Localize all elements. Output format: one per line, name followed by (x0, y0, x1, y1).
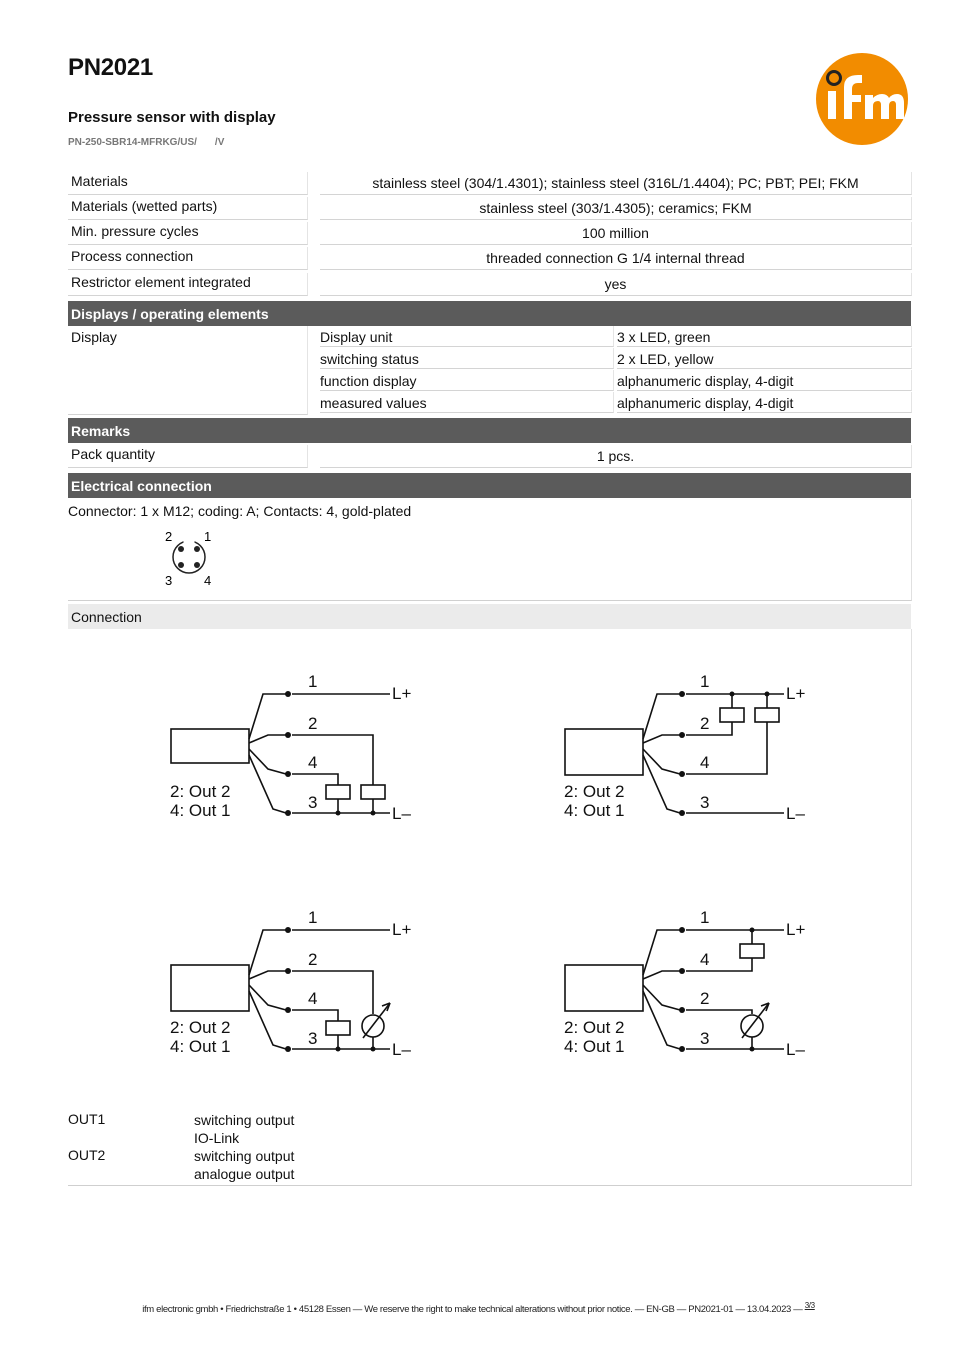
wire-label: 1 (700, 672, 710, 691)
pin-label: 3 (165, 573, 173, 588)
wire-label: 3 (700, 793, 710, 812)
spec-value: 1 pcs. (320, 445, 912, 468)
spec-label: Min. pressure cycles (68, 222, 308, 245)
display-item-value: 3 x LED, green (617, 326, 912, 347)
display-item (320, 392, 911, 413)
legend-value: switching output (194, 1148, 295, 1164)
spec-value: yes (320, 273, 912, 296)
out1-label: 4: Out 1 (564, 1037, 625, 1056)
l-plus-label: L+ (392, 920, 412, 939)
legend-values (194, 1111, 294, 1147)
section-connection: Connection (68, 604, 911, 629)
l-plus-label: L+ (392, 684, 412, 703)
legend-key: OUT1 (68, 1111, 106, 1127)
l-minus-label: L– (786, 1040, 805, 1059)
spec-value: threaded connection G 1/4 internal thread (320, 247, 912, 270)
wiring-diagram-1 (168, 669, 428, 829)
pin-label: 4 (204, 573, 212, 588)
wire-label: 3 (700, 1029, 710, 1048)
l-plus-label: L+ (786, 684, 806, 703)
display-item (320, 348, 911, 369)
wiring-diagram-2 (562, 669, 822, 829)
legend-values (194, 1147, 294, 1183)
connector-description: Connector: 1 x M12; coding: A; Contacts: 4, gold-plated (68, 503, 412, 519)
spec-row-materials (68, 172, 911, 195)
pin-label: 2 (165, 529, 173, 544)
spec-value: stainless steel (303/1.4305); ceramics; FKM (320, 197, 912, 220)
footer-text: ifm electronic gmbh • Friedrichstraße 1 • 45128 Essen — We reserve the right to make technical alterations without prior notice. — EN-GB — PN2021-01 — 13.04.2023 — (142, 1304, 803, 1316)
display-item-value: alphanumeric display, 4-digit (617, 370, 912, 391)
display-item-value: alphanumeric display, 4-digit (617, 392, 912, 413)
out2-label: 2: Out 2 (170, 1018, 231, 1037)
wiring-diagram-4 (562, 905, 822, 1065)
section-remarks: Remarks (68, 418, 911, 443)
legend-value: IO-Link (194, 1130, 240, 1146)
section-electrical: Electrical connection (68, 473, 911, 498)
display-item-key: Display unit (320, 326, 614, 347)
display-item-key: switching status (320, 348, 614, 369)
product-subtitle: Pressure sensor with display (68, 109, 276, 126)
l-minus-label: L– (392, 1040, 411, 1059)
section-displays: Displays / operating elements (68, 301, 911, 326)
spec-row-pack-quantity (68, 445, 911, 468)
spec-row-restrictor (68, 273, 911, 296)
article-number (68, 137, 224, 148)
connector-box (68, 499, 912, 601)
wire-label: 2 (308, 714, 318, 733)
spec-value: 100 million (320, 222, 912, 245)
page-number: 3/3 (804, 1301, 815, 1310)
display-item (320, 326, 911, 347)
ifm-logo (814, 51, 910, 147)
spec-row-wetted-materials (68, 197, 911, 220)
wiring-diagram-3 (168, 905, 428, 1065)
legend-value: switching output (194, 1112, 295, 1128)
out1-label: 4: Out 1 (170, 801, 231, 820)
spec-label: Pack quantity (68, 445, 308, 468)
display-item (320, 370, 911, 391)
spec-label: Process connection (68, 247, 308, 270)
out2-label: 2: Out 2 (170, 782, 231, 801)
wire-label: 4 (308, 989, 318, 1008)
display-item-key: function display (320, 370, 614, 391)
wire-label: 4 (700, 950, 710, 969)
wire-label: 4 (308, 753, 318, 772)
pin-label: 1 (204, 529, 212, 544)
out1-label: 4: Out 1 (564, 801, 625, 820)
connector-outline (173, 541, 205, 573)
wire-label: 2 (700, 714, 710, 733)
spec-label: Materials (wetted parts) (68, 197, 308, 220)
wire-label: 1 (700, 908, 710, 927)
article-number-main: PN-250-SBR14-MFRKG/US/ (68, 137, 197, 148)
spec-value: stainless steel (304/1.4301); stainless steel (316L/1.4404); PC; PBT; PEI; FKM (320, 172, 912, 195)
display-block (68, 326, 911, 416)
wire-label: 3 (308, 1029, 318, 1048)
l-plus-label: L+ (786, 920, 806, 939)
out2-label: 2: Out 2 (564, 1018, 625, 1037)
legend-value: analogue output (194, 1166, 295, 1182)
display-item-value: 2 x LED, yellow (617, 348, 912, 369)
l-minus-label: L– (786, 804, 805, 823)
out1-label: 4: Out 1 (170, 1037, 231, 1056)
page-footer (0, 1301, 957, 1315)
wire-label: 2 (700, 989, 710, 1008)
legend-key: OUT2 (68, 1147, 106, 1163)
l-minus-label: L– (392, 804, 411, 823)
display-label: Display (68, 326, 308, 415)
wire-label: 3 (308, 793, 318, 812)
wire-label: 4 (700, 753, 710, 772)
wire-label: 2 (308, 950, 318, 969)
wire-label: 1 (308, 672, 318, 691)
spec-label: Materials (68, 172, 308, 195)
wire-label: 1 (308, 908, 318, 927)
spec-row-process-connection (68, 247, 911, 270)
spec-row-pressure-cycles (68, 222, 911, 245)
m12-pin-diagram (163, 529, 223, 591)
out2-label: 2: Out 2 (564, 782, 625, 801)
product-code: PN2021 (68, 54, 153, 81)
connection-box (68, 629, 912, 1186)
article-number-suffix: /V (214, 137, 225, 148)
display-item-key: measured values (320, 392, 614, 413)
spec-label: Restrictor element integrated (68, 273, 308, 296)
